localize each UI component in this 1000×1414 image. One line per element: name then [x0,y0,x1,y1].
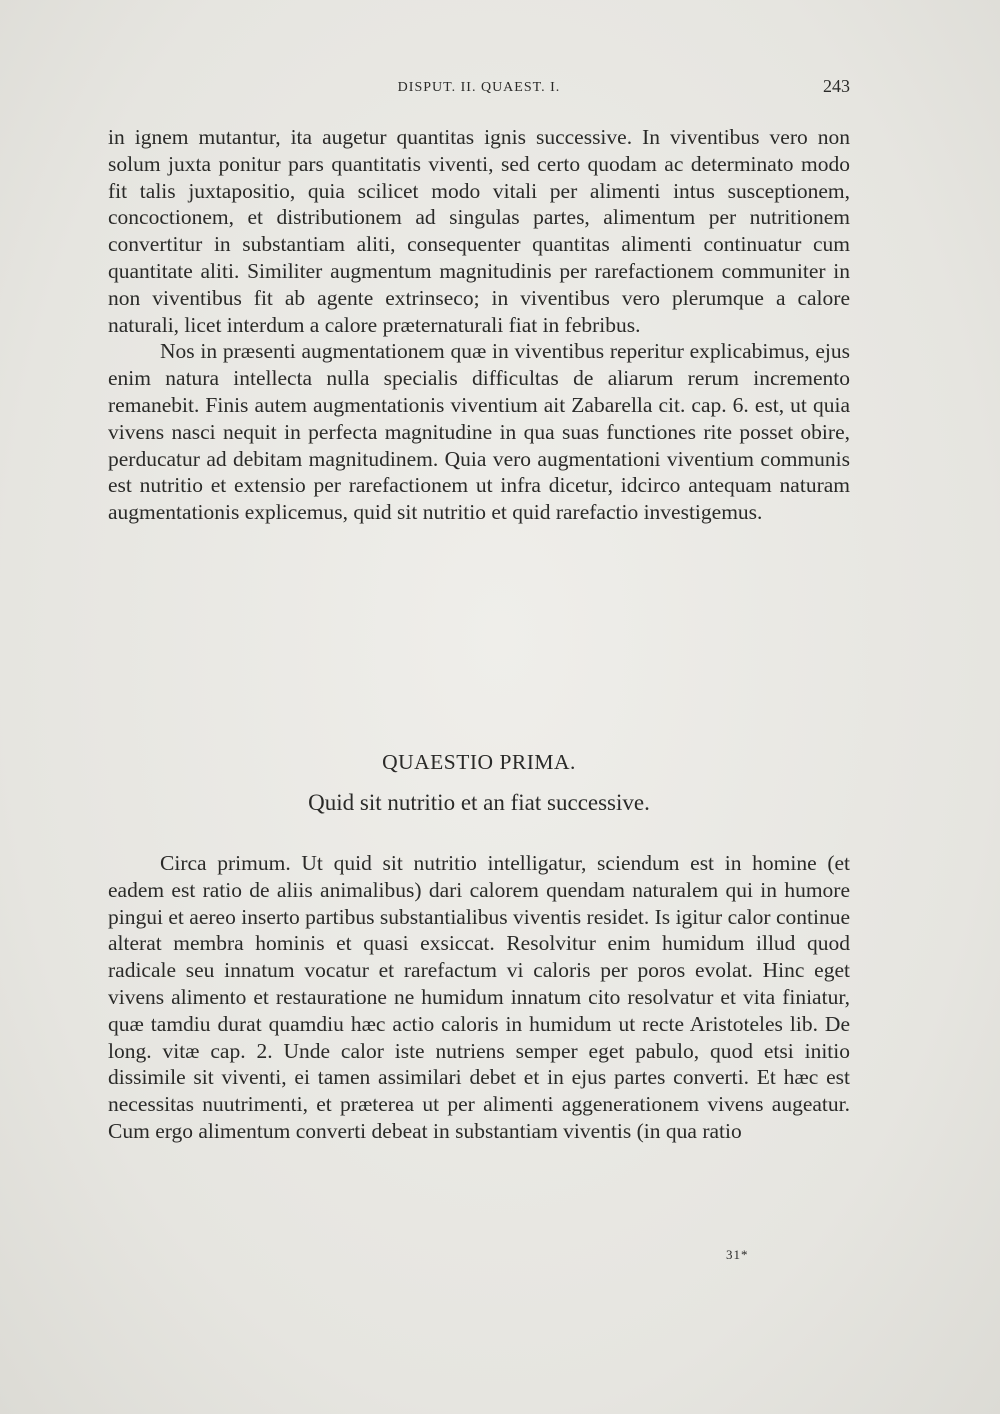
paragraph: Circa primum. Ut quid sit nutritio intelligatur, sciendum est in homine (et eadem est ratio de aliis animalibus) dari calorem quendam naturalem qui in humore pingui et aereo inserto partibus substantialibus viventis residet. Is igitur calor continue alterat membra hominis et quasi exsiccat. Resolvitur enim humidum illud quod radicale seu innatum vocatur et rarefactum vi caloris per poros evolat. Hinc eget vivens alimento et restauratione ne humidum innatum cito resolvatur et vita finiatur, quæ tamdiu durat quamdiu hæc actio caloris in humidum ut recte Aristoteles lib. De long. vitæ cap. 2. Unde calor iste nutriens semper eget pabulo, quod etsi initio dissimile sit viventi, ei tamen assimilari debet et in ejus partes converti. Et hæc est necessitas nuutrimenti, et præterea ut per alimenti aggenerationem vivens augeatur. Cum ergo alimentum converti debeat in substantiam viventis (in qua ratio [108,851,850,1143]
running-title: DISPUT. II. QUAEST. I. [397,80,561,95]
section-subheading: Quid sit nutritio et an fiat successive. [308,790,650,815]
paragraph: Nos in præsenti augmentationem quæ in viventibus reperitur explicabimus, ejus enim natura intellecta nulla specialis difficultas de aliarum rerum incremento remanebit. Finis autem augmentationis viventium ait Zabarella cit. cap. 6. est, ut quia vivens nasci nequit in perfecta magnitudine in qua suas functiones rite posset obire, perducatur ad debitam magnitudinem. Quia vero augmentationi viventium communis est nutritio et extensio per rarefactionem ut infra dicetur, idcirco antequam naturam augmentationis explicemus, quid sit nutritio et quid rarefactio investigemus. [108,339,850,525]
page-number: 243 [823,76,850,96]
intro-text-block [108,124,850,526]
section-text-block [108,850,850,1145]
section-heading: QUAESTIO PRIMA. [382,750,576,774]
signature-mark: 31* [726,1247,749,1262]
running-head [108,76,850,100]
paragraph: in ignem mutantur, ita augetur quantitas ignis successive. In viventibus vero non solum juxta ponitur pars quantitatis viventi, sed certo quodam ac determinato modo fit talis juxtapositio, quia scilicet modo vitali per alimenti intus susceptionem, concoctionem, et distributionem ad singulas partes, alimentum per nutritionem convertitur in substantiam aliti, consequenter quantitas alimenti continuatur cum quantitate aliti. Similiter augmentum magnitudinis per rarefactionem communiter in non viventibus fit ab agente extrinseco; in viventibus vero plerumque a calore naturali, licet interdum a calore præternaturali fiat in febribus. [108,125,850,337]
